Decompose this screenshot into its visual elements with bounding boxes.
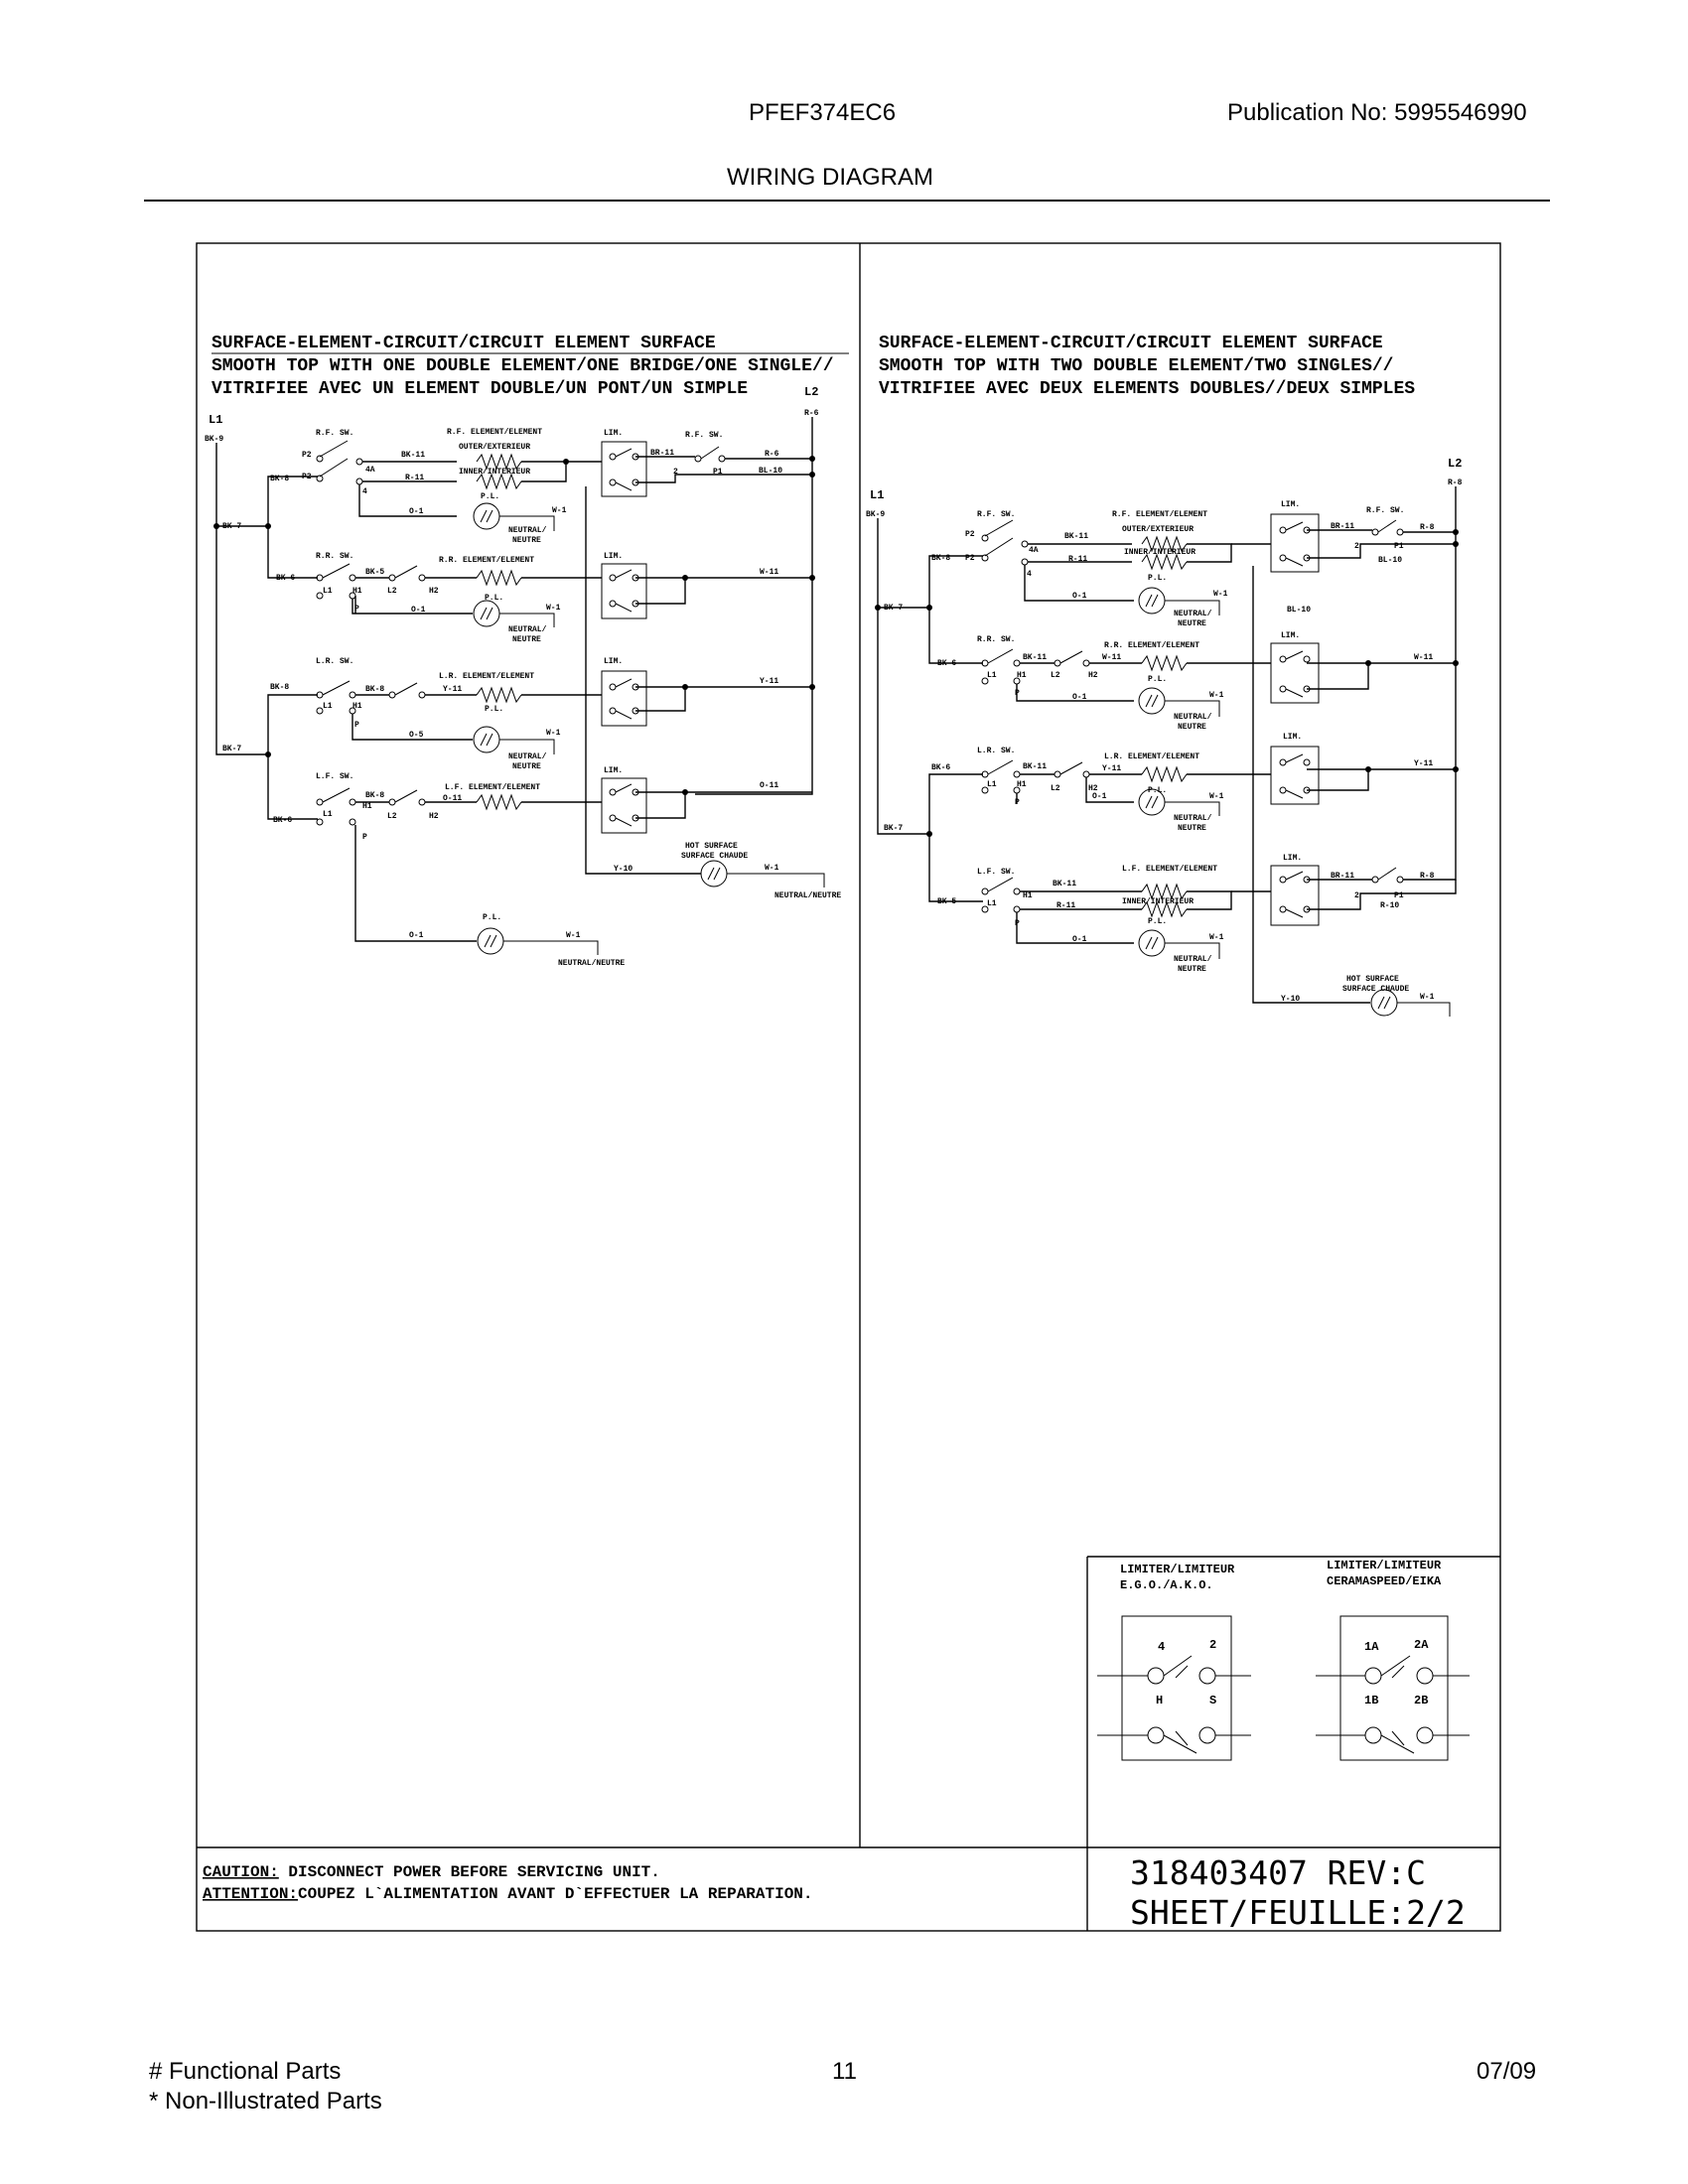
r-o1-label-1: O-1 (1072, 592, 1087, 601)
o11-label-1: O-11 (760, 781, 779, 790)
cer-term-1a: 1A (1364, 1640, 1379, 1654)
non-illustrated-parts-note: * Non-Illustrated Parts (149, 2088, 382, 2115)
diagram-frame (197, 243, 1500, 1931)
p1-label-1: P1 (713, 468, 723, 477)
br11-label-1: BR-11 (650, 449, 675, 458)
r-bk5-label-2: BK-5 (937, 897, 957, 906)
attention-line (203, 1885, 813, 1903)
lf-sw-label: L.F. SW. (316, 772, 354, 781)
bk8-wire (268, 695, 318, 754)
cer-term-2a: 2A (1414, 1638, 1429, 1652)
neutral-neutre-label-1: NEUTRAL/NEUTRE (774, 891, 842, 900)
neutre-label-1: NEUTRE (512, 536, 541, 545)
r-pl-label-3: P.L. (1148, 786, 1168, 795)
r-o1-label-2: O-1 (1072, 693, 1087, 702)
r-w1-label-3: W-1 (1209, 792, 1224, 801)
right-title-line-1: SURFACE-ELEMENT-CIRCUIT/CIRCUIT ELEMENT SURFACE (879, 334, 1383, 353)
r-bk6-label-2: BK-6 (931, 763, 951, 772)
right-title-line-2: SMOOTH TOP WITH TWO DOUBLE ELEMENT/TWO SINGLES// (879, 356, 1394, 376)
surface-chaude-label-2: SURFACE CHAUDE (1342, 985, 1410, 994)
r-r8-label-2: R-8 (1420, 872, 1435, 881)
r-r8-top-label: R-8 (1448, 478, 1463, 487)
ceramaspeed-title: LIMITER/LIMITEUR (1327, 1559, 1442, 1572)
r-r10-label: R-10 (1380, 901, 1400, 910)
r-neutral-label-2: NEUTRAL/ (1174, 713, 1212, 722)
r-w1-label-4: W-1 (1209, 933, 1224, 942)
r-lr-sw-label: L.R. SW. (977, 747, 1016, 755)
r-bk11-label-4: BK-11 (1053, 880, 1077, 888)
ego-term-s: S (1209, 1694, 1217, 1707)
r-inner-label: INNER/INTERIEUR (1124, 548, 1196, 557)
r-y11-label-1: Y-11 (1414, 759, 1434, 768)
y11-label-1: Y-11 (760, 677, 779, 686)
r-lim-label-1: LIM. (1281, 500, 1301, 509)
r-bl10-label-2: BL-10 (1287, 606, 1312, 614)
r-t2-label-2: 2 (1354, 891, 1359, 900)
r-p-label-1: P (1015, 689, 1020, 698)
h2-label-1: H2 (429, 587, 439, 596)
bk6-wire-2 (268, 754, 318, 819)
part-revision: 318403407 REV:C (1130, 1853, 1427, 1892)
bk7-top (216, 477, 318, 526)
neutral-neutre-label-2: NEUTRAL/NEUTRE (558, 959, 626, 968)
l1-label: L1 (209, 413, 223, 427)
r-h1-label-3: H1 (1023, 891, 1033, 900)
r-neutre-label-1: NEUTRE (1178, 619, 1206, 628)
caution-text: DISCONNECT POWER BEFORE SERVICING UNIT. (278, 1863, 660, 1881)
h2-label-3: H2 (429, 812, 439, 821)
bk8b-label: BK-8 (365, 685, 385, 694)
w1-label-5: W-1 (566, 931, 581, 940)
r-neutral-label-4: NEUTRAL/ (1174, 955, 1212, 964)
r-h1-label-2: H1 (1017, 780, 1027, 789)
r-lr-element-label: L.R. ELEMENT/ELEMENT (1104, 752, 1200, 761)
p2-label-2: P2 (302, 473, 312, 481)
pl-label-4: P.L. (483, 913, 502, 922)
attention-label: ATTENTION: (203, 1885, 299, 1903)
r-o1-label-3: O-1 (1092, 792, 1107, 801)
l2s-label-1: L2 (387, 587, 397, 596)
r-rf-element-label: R.F. ELEMENT/ELEMENT (1112, 510, 1208, 519)
pl-label-3: P.L. (485, 705, 504, 714)
r-p-label-3: P (1015, 919, 1020, 928)
page-number: 11 (832, 2058, 857, 2085)
w1-label-4: W-1 (765, 864, 779, 873)
r-rr-element-label: R.R. ELEMENT/ELEMENT (1104, 641, 1200, 650)
surface-chaude-label-1: SURFACE CHAUDE (681, 852, 749, 861)
r11-label: R-11 (405, 474, 425, 482)
cer-term-2b: 2B (1414, 1694, 1429, 1707)
l1-bus (216, 443, 268, 754)
lr-sw-label: L.R. SW. (316, 657, 354, 666)
ego-term-4: 4 (1158, 1640, 1166, 1654)
neutre-label-3: NEUTRE (512, 762, 541, 771)
neutral-label-1: NEUTRAL/ (508, 526, 547, 535)
ceramaspeed-subtitle: CERAMASPEED/EIKA (1327, 1574, 1442, 1588)
r-bk11-label: BK-11 (1064, 532, 1089, 541)
h1-label-1: H1 (352, 587, 362, 596)
bk9-label: BK-9 (205, 435, 224, 444)
r-bk9-label: BK-9 (866, 510, 886, 519)
r-bk7-label-1: BK-7 (884, 604, 904, 613)
r-p-label-2: P (1015, 798, 1020, 807)
r-w11-label-1: W-11 (1414, 653, 1434, 662)
r-w1-label-2: W-1 (1209, 691, 1224, 700)
y10-label-2: Y-10 (1281, 995, 1301, 1004)
ego-term-2: 2 (1209, 1638, 1217, 1652)
r-l1-label: L1 (870, 488, 885, 502)
rf-element-label: R.F. ELEMENT/ELEMENT (447, 428, 543, 437)
r-lf-sw-label: L.F. SW. (977, 868, 1016, 877)
r-neutral-label-3: NEUTRAL/ (1174, 814, 1212, 823)
o11-label-0: O-11 (443, 794, 463, 803)
w1-label-6: W-1 (1420, 993, 1435, 1002)
lim-label-3: LIM. (604, 657, 624, 666)
h1-label-3: H1 (362, 802, 372, 811)
publication-number: Publication No: 5995546990 (1227, 99, 1527, 126)
y11-label-0: Y-11 (443, 685, 463, 694)
lr-element-label: L.R. ELEMENT/ELEMENT (439, 672, 535, 681)
sheet-number: SHEET/FEUILLE:2/2 (1130, 1893, 1466, 1932)
bk8-label-1: BK-8 (270, 475, 290, 483)
r-lim-label-2: LIM. (1281, 631, 1301, 640)
w1-label-2: W-1 (546, 604, 561, 613)
cer-term-1b: 1B (1364, 1694, 1379, 1707)
pl-label-2: P.L. (485, 594, 504, 603)
r-p1-label-1: P1 (1394, 542, 1404, 551)
neutral-label-2: NEUTRAL/ (508, 625, 547, 634)
o1-label-1: O-1 (409, 507, 424, 516)
bk11-label: BK-11 (401, 451, 426, 460)
r-t4a-label: 4A (1029, 546, 1039, 555)
r6-label: R-6 (765, 450, 779, 459)
r-l1s-label-3: L1 (987, 899, 997, 908)
page-title: WIRING DIAGRAM (727, 164, 933, 191)
r-pl-label-1: P.L. (1148, 574, 1168, 583)
l1s-label-1: L1 (323, 587, 333, 596)
t4-label: 4 (362, 487, 367, 496)
neutral-label-3: NEUTRAL/ (508, 752, 547, 761)
r-rf-sw-label-2: R.F. SW. (1366, 506, 1405, 515)
bk6-label-1: BK-6 (276, 574, 296, 583)
r-neutre-label-3: NEUTRE (1178, 824, 1206, 833)
outer-label: OUTER/EXTERIEUR (459, 443, 531, 452)
l2-label: L2 (804, 385, 819, 399)
r-bk11-label-2: BK-11 (1023, 653, 1048, 662)
l2s-label-3: L2 (387, 812, 397, 821)
hot-surface-label-2: HOT SURFACE (1346, 975, 1399, 984)
ego-title: LIMITER/LIMITEUR (1120, 1563, 1235, 1576)
pl-label-1: P.L. (481, 492, 500, 501)
p-label-1: P (354, 605, 359, 614)
bk7-label-2: BK-7 (222, 745, 242, 753)
r-w11-label-0: W-11 (1102, 653, 1122, 662)
t2-label-1: 2 (673, 468, 678, 477)
right-title-line-3: VITRIFIEE AVEC DEUX ELEMENTS DOUBLES//DEUX SIMPLES (879, 379, 1416, 399)
r-pl-label-4: P.L. (1148, 917, 1168, 926)
r6-top-label: R-6 (804, 409, 819, 418)
t4a-label: 4A (365, 466, 375, 475)
r-rf-sw-label: R.F. SW. (977, 510, 1016, 519)
rf-sw-label-2: R.F. SW. (685, 431, 724, 440)
r-br11-label-2: BR-11 (1331, 872, 1355, 881)
r-h1-label-1: H1 (1017, 671, 1027, 680)
w11-label-1: W-11 (760, 568, 779, 577)
inner-label: INNER/INTERIEUR (459, 468, 531, 477)
r-rr-sw-label: R.R. SW. (977, 635, 1016, 644)
bk8-label-2: BK-8 (270, 683, 290, 692)
r-t4-label: 4 (1027, 570, 1032, 579)
o1-label-2: O-1 (411, 606, 426, 614)
neutre-label-2: NEUTRE (512, 635, 541, 644)
r-l2-label: L2 (1448, 457, 1463, 471)
r-h2-label-1: H2 (1088, 671, 1098, 680)
l1s-label-2: L1 (323, 702, 333, 711)
r-l1s-label-2: L1 (987, 780, 997, 789)
r-lim-label-3: LIM. (1283, 733, 1303, 742)
ego-subtitle: E.G.O./A.K.O. (1120, 1578, 1213, 1592)
r-br11-label-1: BR-11 (1331, 522, 1355, 531)
r-bk6-label-1: BK-6 (937, 659, 957, 668)
bl10-label: BL-10 (759, 467, 783, 476)
rr-element-label: R.R. ELEMENT/ELEMENT (439, 556, 535, 565)
r-w1-label-1: W-1 (1213, 590, 1228, 599)
r-bl10-label-1: BL-10 (1378, 556, 1403, 565)
lim-label-2: LIM. (604, 552, 624, 561)
r-p2-label-1: P2 (965, 530, 975, 539)
y10-label-1: Y-10 (614, 865, 633, 874)
r-t2-label-1: 2 (1354, 542, 1359, 551)
r-bk8-label-1: BK-8 (931, 554, 951, 563)
limiter-legend (1097, 1559, 1470, 1760)
r-r8-label-1: R-8 (1420, 523, 1435, 532)
r-y11-label-0: Y-11 (1102, 764, 1122, 773)
r-l2s-label-2: L2 (1051, 784, 1060, 793)
bk5-label: BK-5 (365, 568, 385, 577)
r-bk11-label-3: BK-11 (1023, 762, 1048, 771)
bk6-label-2: BK-6 (273, 816, 293, 825)
r-lf-element-label: L.F. ELEMENT/ELEMENT (1122, 865, 1218, 874)
lf-element-label: L.F. ELEMENT/ELEMENT (445, 783, 541, 792)
r-neutre-label-4: NEUTRE (1178, 965, 1206, 974)
left-title-line-2: SMOOTH TOP WITH ONE DOUBLE ELEMENT/ONE BRIDGE/ONE SINGLE// (211, 356, 834, 376)
model-number: PFEF374EC6 (749, 99, 897, 126)
bk6-wire (268, 526, 318, 578)
rf-sw-label: R.F. SW. (316, 429, 354, 438)
bk8-label-3: BK-8 (365, 791, 385, 800)
o5-label: O-5 (409, 731, 424, 740)
r-p1-label-2: P1 (1394, 891, 1404, 900)
p-label-3: P (362, 833, 367, 842)
r-inner-label-2: INNER/INTERIEUR (1122, 897, 1195, 906)
bk7-label-1: BK-7 (222, 522, 242, 531)
r-outer-label: OUTER/EXTERIEUR (1122, 525, 1195, 534)
left-title-line-3: VITRIFIEE AVEC UN ELEMENT DOUBLE/UN PONT/UN SIMPLE (211, 379, 749, 399)
r-neutre-label-2: NEUTRE (1178, 723, 1206, 732)
functional-parts-note: # Functional Parts (149, 2058, 342, 2085)
h1-label-2: H1 (352, 702, 362, 711)
w1-label-1: W-1 (552, 506, 567, 515)
lim-label-1: LIM. (604, 429, 624, 438)
p-label-2: P (354, 721, 359, 730)
left-circuit (205, 385, 841, 968)
right-circuit (866, 457, 1463, 1017)
r-h2-label-2: H2 (1088, 784, 1098, 793)
hot-surface-label-1: HOT SURFACE (685, 842, 738, 851)
lim-label-4: LIM. (604, 766, 624, 775)
r-lim-label-4: LIM. (1283, 854, 1303, 863)
p2-label-1: P2 (302, 451, 312, 460)
w1-label-3: W-1 (546, 729, 561, 738)
r-r11-label: R-11 (1068, 555, 1088, 564)
ego-term-h: H (1156, 1694, 1164, 1707)
r-r11-label-2: R-11 (1056, 901, 1076, 910)
attention-text: COUPEZ L`ALIMENTATION AVANT D`EFFECTUER LA REPARATION. (298, 1885, 813, 1903)
r-p2-label-2: P2 (965, 554, 975, 563)
r-neutral-label-1: NEUTRAL/ (1174, 610, 1212, 618)
r-o1-label-4: O-1 (1072, 935, 1087, 944)
l1s-label-3: L1 (323, 810, 333, 819)
o1-label-3: O-1 (409, 931, 424, 940)
left-title-line-1: SURFACE-ELEMENT-CIRCUIT/CIRCUIT ELEMENT SURFACE (211, 334, 716, 353)
rr-sw-label: R.R. SW. (316, 552, 354, 561)
revision-date: 07/09 (1477, 2058, 1537, 2085)
r-pl-label-2: P.L. (1148, 675, 1168, 684)
caution-label: CAUTION: (203, 1863, 279, 1881)
r-bk7-label-2: BK-7 (884, 824, 904, 833)
caution-line (203, 1863, 660, 1881)
r-l1s-label-1: L1 (987, 671, 997, 680)
r-l2s-label-1: L2 (1051, 671, 1060, 680)
